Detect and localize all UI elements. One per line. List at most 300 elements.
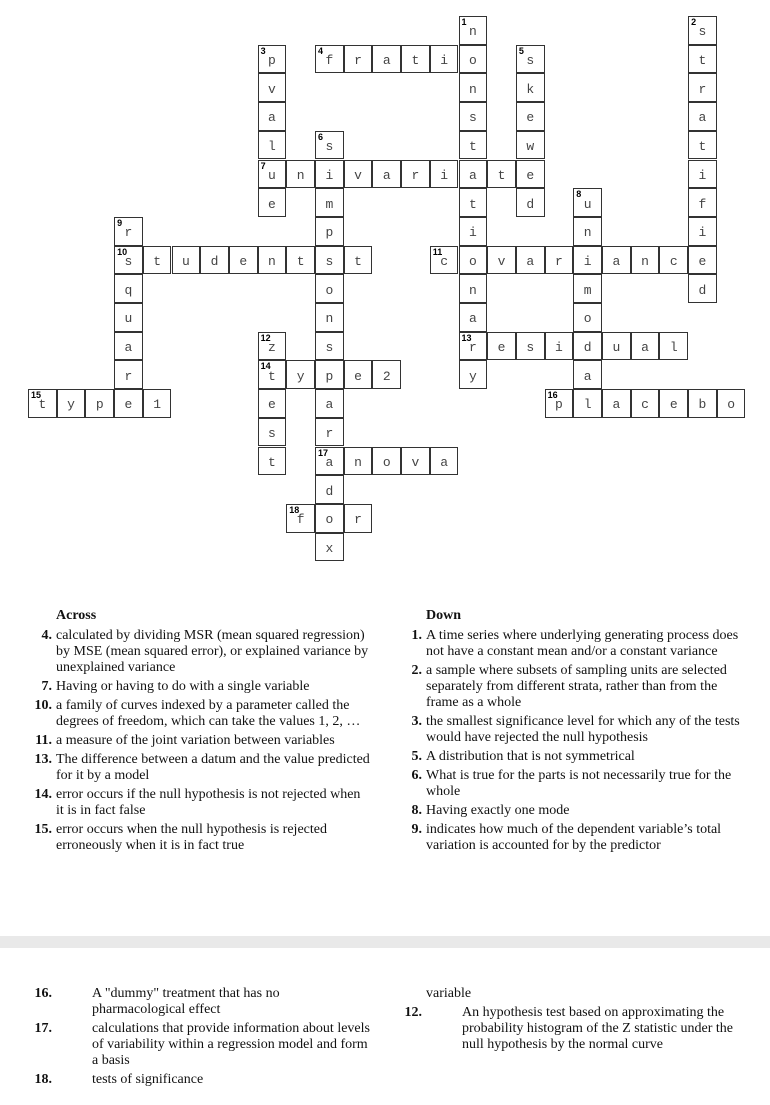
cell-letter: m (583, 282, 592, 298)
grid-cell[interactable] (344, 246, 373, 275)
grid-cell[interactable] (573, 303, 602, 332)
grid-cell[interactable] (258, 131, 287, 160)
grid-cell[interactable] (114, 332, 143, 361)
cell-letter: i (555, 340, 563, 356)
grid-cell[interactable] (688, 217, 717, 246)
cell-letter: l (583, 397, 592, 413)
clue-number: 2 (691, 17, 697, 27)
grid-cell[interactable] (200, 246, 229, 275)
cell-letter: n (468, 282, 477, 298)
grid-cell[interactable] (315, 131, 344, 160)
down-heading: Down (426, 608, 462, 623)
clue-num: 4. (41, 628, 52, 643)
cell-letter: a (612, 253, 621, 269)
cell-letter: i (468, 225, 477, 241)
clue-item (390, 628, 740, 660)
clue-text: calculated by dividing MSR (mean squared regression) by MSE (mean squared error), or explained variance by unexplained variance (56, 628, 369, 675)
grid-cell[interactable] (315, 533, 344, 562)
clue-text: the smallest significance level for which any of the tests would have rejected the null hypothesis (426, 714, 740, 745)
grid-cell[interactable] (344, 447, 373, 476)
clue-num: 3. (411, 714, 422, 729)
clue-item (20, 698, 370, 730)
cell-letter: n (296, 167, 305, 183)
grid-cell[interactable] (315, 303, 344, 332)
clue-text: a family of curves indexed by a parameter called the degrees of freedom, which can take the values 1, 2, … (56, 698, 361, 729)
across-heading: Across (56, 608, 97, 623)
clue-number: 8 (576, 189, 582, 200)
clue-item (390, 714, 740, 746)
cell-letter: u (124, 311, 133, 327)
grid-cell[interactable] (229, 246, 258, 275)
clue-number: 9 (117, 217, 123, 228)
cell-letter: w (526, 139, 535, 155)
clue-item (20, 752, 370, 784)
grid-cell[interactable] (573, 188, 602, 217)
grid-cell[interactable] (573, 332, 602, 361)
grid-cell[interactable] (286, 246, 315, 275)
cell-letter: t (354, 253, 362, 269)
grid-cell[interactable] (114, 389, 143, 418)
grid-cell[interactable] (459, 246, 488, 275)
grid-cell[interactable] (315, 274, 344, 303)
grid-cell[interactable] (659, 246, 688, 275)
cell-letter: a (612, 397, 621, 413)
cell-letter: f (698, 196, 707, 212)
grid-cell[interactable] (459, 274, 488, 303)
cell-letter: r (354, 53, 362, 69)
grid-cell[interactable] (459, 16, 488, 45)
grid-cell[interactable] (688, 188, 717, 217)
grid-cell[interactable] (545, 332, 574, 361)
grid-cell[interactable] (631, 332, 660, 361)
grid-cell[interactable] (688, 274, 717, 303)
cell-letter: 2 (382, 368, 391, 384)
grid-cell[interactable] (315, 45, 344, 74)
grid-cell[interactable] (573, 360, 602, 389)
cell-letter: o (325, 282, 334, 298)
grid-cell[interactable] (487, 332, 516, 361)
cell-letter: s (526, 53, 535, 69)
grid-cell[interactable] (688, 102, 717, 131)
grid-cell[interactable] (430, 246, 459, 275)
cell-letter: i (583, 253, 592, 269)
grid-cell[interactable] (573, 217, 602, 246)
clue-item (390, 663, 740, 711)
cell-letter: o (468, 53, 477, 69)
cell-letter: 1 (153, 397, 162, 413)
cell-letter: n (641, 253, 649, 269)
grid-cell[interactable] (143, 389, 172, 418)
cell-letter: s (325, 139, 334, 155)
cell-letter: t (38, 397, 47, 413)
page-divider (0, 936, 770, 948)
cell-letter: p (325, 225, 334, 241)
clue-text: A "dummy" treatment that has no pharmacological effect (92, 986, 280, 1017)
cell-letter: e (497, 340, 506, 356)
cell-letter: a (382, 167, 391, 183)
grid-cell[interactable] (344, 160, 373, 189)
clue-text: a sample where subsets of sampling units are selected separately from different strata, rather than from the frame as a whole (426, 663, 727, 710)
grid-cell[interactable] (688, 131, 717, 160)
grid-cell[interactable] (286, 160, 315, 189)
cell-letter: e (698, 253, 707, 269)
cell-letter: s (325, 340, 334, 356)
clue-num: 6. (411, 768, 422, 783)
cell-letter: t (698, 139, 707, 155)
grid-cell[interactable] (372, 360, 401, 389)
grid-cell[interactable] (631, 246, 660, 275)
cell-letter: t (268, 368, 276, 384)
grid-cell[interactable] (459, 73, 488, 102)
grid-cell[interactable] (315, 160, 344, 189)
cell-letter: a (382, 53, 391, 69)
grid-cell[interactable] (315, 475, 344, 504)
clue-number: 16 (547, 390, 558, 401)
clue-text: indicates how much of the dependent variable’s total variation is accounted for by the predictor (426, 822, 722, 853)
clue-num: 13. (34, 752, 52, 767)
grid-cell[interactable] (258, 102, 287, 131)
grid-cell[interactable] (344, 360, 373, 389)
grid-cell[interactable] (114, 274, 143, 303)
across-clues (20, 608, 370, 857)
grid-cell[interactable] (315, 389, 344, 418)
grid-cell[interactable] (688, 16, 717, 45)
clue-num: 8. (411, 803, 422, 818)
grid-cell[interactable] (516, 246, 545, 275)
clue-num: 17. (34, 1021, 52, 1036)
cell-letter: e (669, 397, 678, 413)
clue-item (20, 986, 370, 1018)
cell-letter: p (555, 397, 563, 413)
cell-letter: t (698, 53, 707, 69)
cell-letter: n (468, 81, 477, 97)
cell-letter: n (354, 454, 362, 470)
grid-cell[interactable] (114, 303, 143, 332)
clue-text: What is true for the parts is not necessarily true for the whole (426, 768, 732, 799)
grid-cell[interactable] (459, 160, 488, 189)
cell-letter: u (181, 253, 190, 269)
grid-cell[interactable] (57, 389, 86, 418)
cell-letter: c (669, 253, 678, 269)
cell-letter: a (583, 368, 592, 384)
grid-cell[interactable] (459, 102, 488, 131)
grid-cell[interactable] (258, 447, 287, 476)
cell-letter: r (325, 426, 334, 442)
grid-cell[interactable] (459, 131, 488, 160)
grid-cell[interactable] (258, 332, 287, 361)
grid-cell[interactable] (258, 73, 287, 102)
grid-cell[interactable] (659, 389, 688, 418)
grid-cell[interactable] (286, 360, 315, 389)
cell-letter: n (583, 225, 592, 241)
cell-letter: n (468, 24, 477, 40)
cell-letter: p (268, 53, 276, 69)
clue-text: calculations that provide information about levels of variability within a regression model and form a basis (92, 1021, 370, 1068)
cell-letter: u (612, 340, 621, 356)
cell-letter: r (698, 81, 707, 97)
grid-cell[interactable] (114, 246, 143, 275)
cell-letter: y (296, 368, 305, 384)
grid-cell[interactable] (631, 389, 660, 418)
clue-num: 15. (34, 822, 52, 837)
grid-cell[interactable] (114, 217, 143, 246)
cell-letter: v (411, 454, 420, 470)
clue-item (20, 628, 370, 676)
cell-letter: y (468, 368, 477, 384)
cell-letter: a (124, 340, 133, 356)
cell-letter: x (325, 540, 334, 556)
clue-num: 2. (411, 663, 422, 678)
grid-cell[interactable] (688, 45, 717, 74)
cell-letter: i (440, 53, 449, 69)
cell-letter: u (268, 167, 276, 183)
cell-letter: s (468, 110, 477, 126)
cell-letter: v (268, 81, 276, 97)
clue-text: A distribution that is not symmetrical (426, 749, 635, 764)
cell-letter: o (325, 512, 334, 528)
cell-letter: e (239, 253, 248, 269)
clue-number: 17 (318, 447, 329, 458)
cell-letter: e (354, 368, 362, 384)
cell-letter: s (698, 24, 707, 40)
grid-cell[interactable] (545, 389, 574, 418)
cell-letter: n (325, 311, 334, 327)
grid-cell[interactable] (516, 73, 545, 102)
cell-letter: r (411, 167, 420, 183)
cell-letter: p (95, 397, 104, 413)
grid-cell[interactable] (516, 131, 545, 160)
grid-cell[interactable] (487, 246, 516, 275)
clue-text: error occurs when the null hypothesis is rejected erroneously when it is in fact true (56, 822, 327, 853)
grid-cell[interactable] (602, 246, 631, 275)
grid-cell[interactable] (430, 160, 459, 189)
grid-cell[interactable] (602, 389, 631, 418)
clue-item (390, 803, 740, 819)
cell-letter: t (468, 139, 477, 155)
cell-letter: i (440, 167, 449, 183)
clue-number: 4 (318, 45, 324, 56)
clue-number: 14 (260, 361, 271, 372)
grid-cell[interactable] (459, 360, 488, 389)
grid-cell[interactable] (315, 217, 344, 246)
grid-cell[interactable] (459, 45, 488, 74)
cell-letter: q (124, 282, 133, 298)
cell-letter: d (583, 340, 592, 356)
grid-cell[interactable] (430, 45, 459, 74)
cell-letter: z (268, 340, 276, 356)
clue-text: An hypothesis test based on approximating the probability histogram of the Z statistic under the null hypothesis by the normal curve (462, 1005, 733, 1052)
grid-cell[interactable] (688, 246, 717, 275)
cell-letter: a (526, 253, 535, 269)
grid-cell[interactable] (258, 45, 287, 74)
grid-cell[interactable] (344, 504, 373, 533)
clue-number: 13 (461, 332, 472, 343)
clue-text: Having exactly one mode (426, 803, 570, 818)
grid-cell[interactable] (258, 160, 287, 189)
grid-cell[interactable] (315, 447, 344, 476)
cell-letter: t (411, 53, 420, 69)
clue-text: A time series where underlying generating process does not have a constant mean and/or a constant variance (426, 628, 739, 659)
clue-num: 12. (404, 1005, 422, 1020)
clue-num: 10. (34, 698, 52, 713)
cell-letter: i (698, 167, 707, 183)
grid-cell[interactable] (315, 418, 344, 447)
cell-letter: e (526, 167, 535, 183)
cell-letter: l (669, 340, 678, 356)
grid-cell[interactable] (573, 274, 602, 303)
clue-number: 12 (260, 332, 271, 343)
grid-cell[interactable] (258, 188, 287, 217)
grid-cell[interactable] (516, 45, 545, 74)
grid-cell[interactable] (372, 45, 401, 74)
grid-cell[interactable] (143, 246, 172, 275)
clue-number: 15 (31, 390, 42, 401)
clue-text: The difference between a datum and the value predicted for it by a model (56, 752, 370, 783)
grid-cell[interactable] (372, 160, 401, 189)
cell-letter: a (325, 397, 334, 413)
grid-cell[interactable] (487, 160, 516, 189)
clue-number: 3 (260, 45, 266, 56)
cell-letter: r (468, 340, 477, 356)
grid-cell[interactable] (459, 217, 488, 246)
clue-num: 1. (411, 628, 422, 643)
grid-cell[interactable] (516, 102, 545, 131)
cell-letter: d (325, 483, 334, 499)
grid-cell[interactable] (459, 303, 488, 332)
grid-cell[interactable] (372, 447, 401, 476)
grid-cell[interactable] (688, 160, 717, 189)
cell-letter: t (268, 454, 276, 470)
cell-letter: e (124, 397, 133, 413)
clue-num: 16. (34, 986, 52, 1001)
grid-cell[interactable] (85, 389, 114, 418)
grid-cell[interactable] (172, 246, 201, 275)
grid-cell[interactable] (516, 332, 545, 361)
cell-letter: o (468, 253, 477, 269)
clue-item (20, 1072, 370, 1088)
grid-cell[interactable] (430, 447, 459, 476)
grid-cell[interactable] (401, 447, 430, 476)
down-clues (390, 608, 740, 857)
cell-letter: v (497, 253, 506, 269)
grid-cell[interactable] (315, 504, 344, 533)
clue-num: 7. (41, 679, 52, 694)
grid-cell[interactable] (573, 246, 602, 275)
clue-number: 1 (461, 17, 467, 27)
cell-letter: e (268, 196, 276, 212)
clue-number: 6 (318, 131, 324, 142)
cell-letter: t (296, 253, 305, 269)
clue-number: 10 (117, 246, 128, 257)
grid-cell[interactable] (28, 389, 57, 418)
grid-cell[interactable] (315, 332, 344, 361)
cell-letter: r (124, 225, 133, 241)
cell-letter: r (555, 253, 563, 269)
grid-cell[interactable] (114, 360, 143, 389)
cell-letter: m (325, 196, 334, 212)
clue-item (390, 768, 740, 800)
cell-letter: v (354, 167, 362, 183)
grid-cell[interactable] (688, 73, 717, 102)
grid-cell[interactable] (258, 418, 287, 447)
grid-cell[interactable] (573, 389, 602, 418)
cell-letter: i (325, 167, 334, 183)
cell-letter: u (583, 196, 592, 212)
grid-cell[interactable] (545, 246, 574, 275)
cell-letter: y (67, 397, 75, 413)
cell-letter: a (440, 454, 449, 470)
cell-letter: k (526, 81, 535, 97)
grid-cell[interactable] (315, 360, 344, 389)
cell-letter: a (268, 110, 276, 126)
grid-cell[interactable] (516, 160, 545, 189)
cell-letter: a (468, 167, 477, 183)
clue-text: error occurs if the null hypothesis is not rejected when it is in fact false (56, 787, 361, 818)
grid-cell[interactable] (602, 332, 631, 361)
clue-item (390, 822, 740, 854)
grid-cell[interactable] (258, 246, 287, 275)
cell-letter: p (325, 368, 334, 384)
clue-continuation: variable (426, 986, 472, 1001)
cell-letter: l (268, 139, 276, 155)
grid-cell[interactable] (258, 360, 287, 389)
clue-text: a measure of the joint variation between variables (56, 733, 335, 748)
grid-cell[interactable] (401, 160, 430, 189)
grid-cell[interactable] (659, 332, 688, 361)
grid-cell[interactable] (516, 188, 545, 217)
clue-item (20, 787, 370, 819)
cell-letter: d (526, 196, 535, 212)
grid-cell[interactable] (401, 45, 430, 74)
grid-cell[interactable] (315, 188, 344, 217)
cell-letter: s (526, 340, 535, 356)
cell-letter: t (153, 253, 162, 269)
cell-letter: s (325, 253, 334, 269)
cell-letter: a (325, 454, 334, 470)
clue-text: Having or having to do with a single variable (56, 679, 310, 694)
cell-letter: a (641, 340, 649, 356)
grid-cell[interactable] (315, 246, 344, 275)
cell-letter: c (440, 253, 449, 269)
clue-item (390, 749, 740, 765)
grid-cell[interactable] (717, 389, 746, 418)
clue-item (20, 822, 370, 854)
clue-text: tests of significance (92, 1072, 204, 1087)
grid-cell[interactable] (459, 188, 488, 217)
cell-letter: r (354, 512, 362, 528)
cell-letter: c (641, 397, 649, 413)
clue-num: 14. (34, 787, 52, 802)
grid-cell[interactable] (258, 389, 287, 418)
cell-letter: d (698, 282, 707, 298)
grid-cell[interactable] (459, 332, 488, 361)
grid-cell[interactable] (344, 45, 373, 74)
cell-letter: i (698, 225, 707, 241)
cell-letter: f (325, 53, 334, 69)
cell-letter: b (698, 397, 707, 413)
clue-num: 18. (34, 1072, 52, 1087)
grid-cell[interactable] (286, 504, 315, 533)
cell-letter: d (210, 253, 219, 269)
cell-letter: n (268, 253, 276, 269)
grid-cell[interactable] (688, 389, 717, 418)
cell-letter: a (468, 311, 477, 327)
clue-number: 11 (432, 246, 443, 257)
cell-letter: f (296, 512, 305, 528)
clue-item (20, 679, 370, 695)
clue-item (390, 1005, 740, 1053)
clue-item (20, 733, 370, 749)
